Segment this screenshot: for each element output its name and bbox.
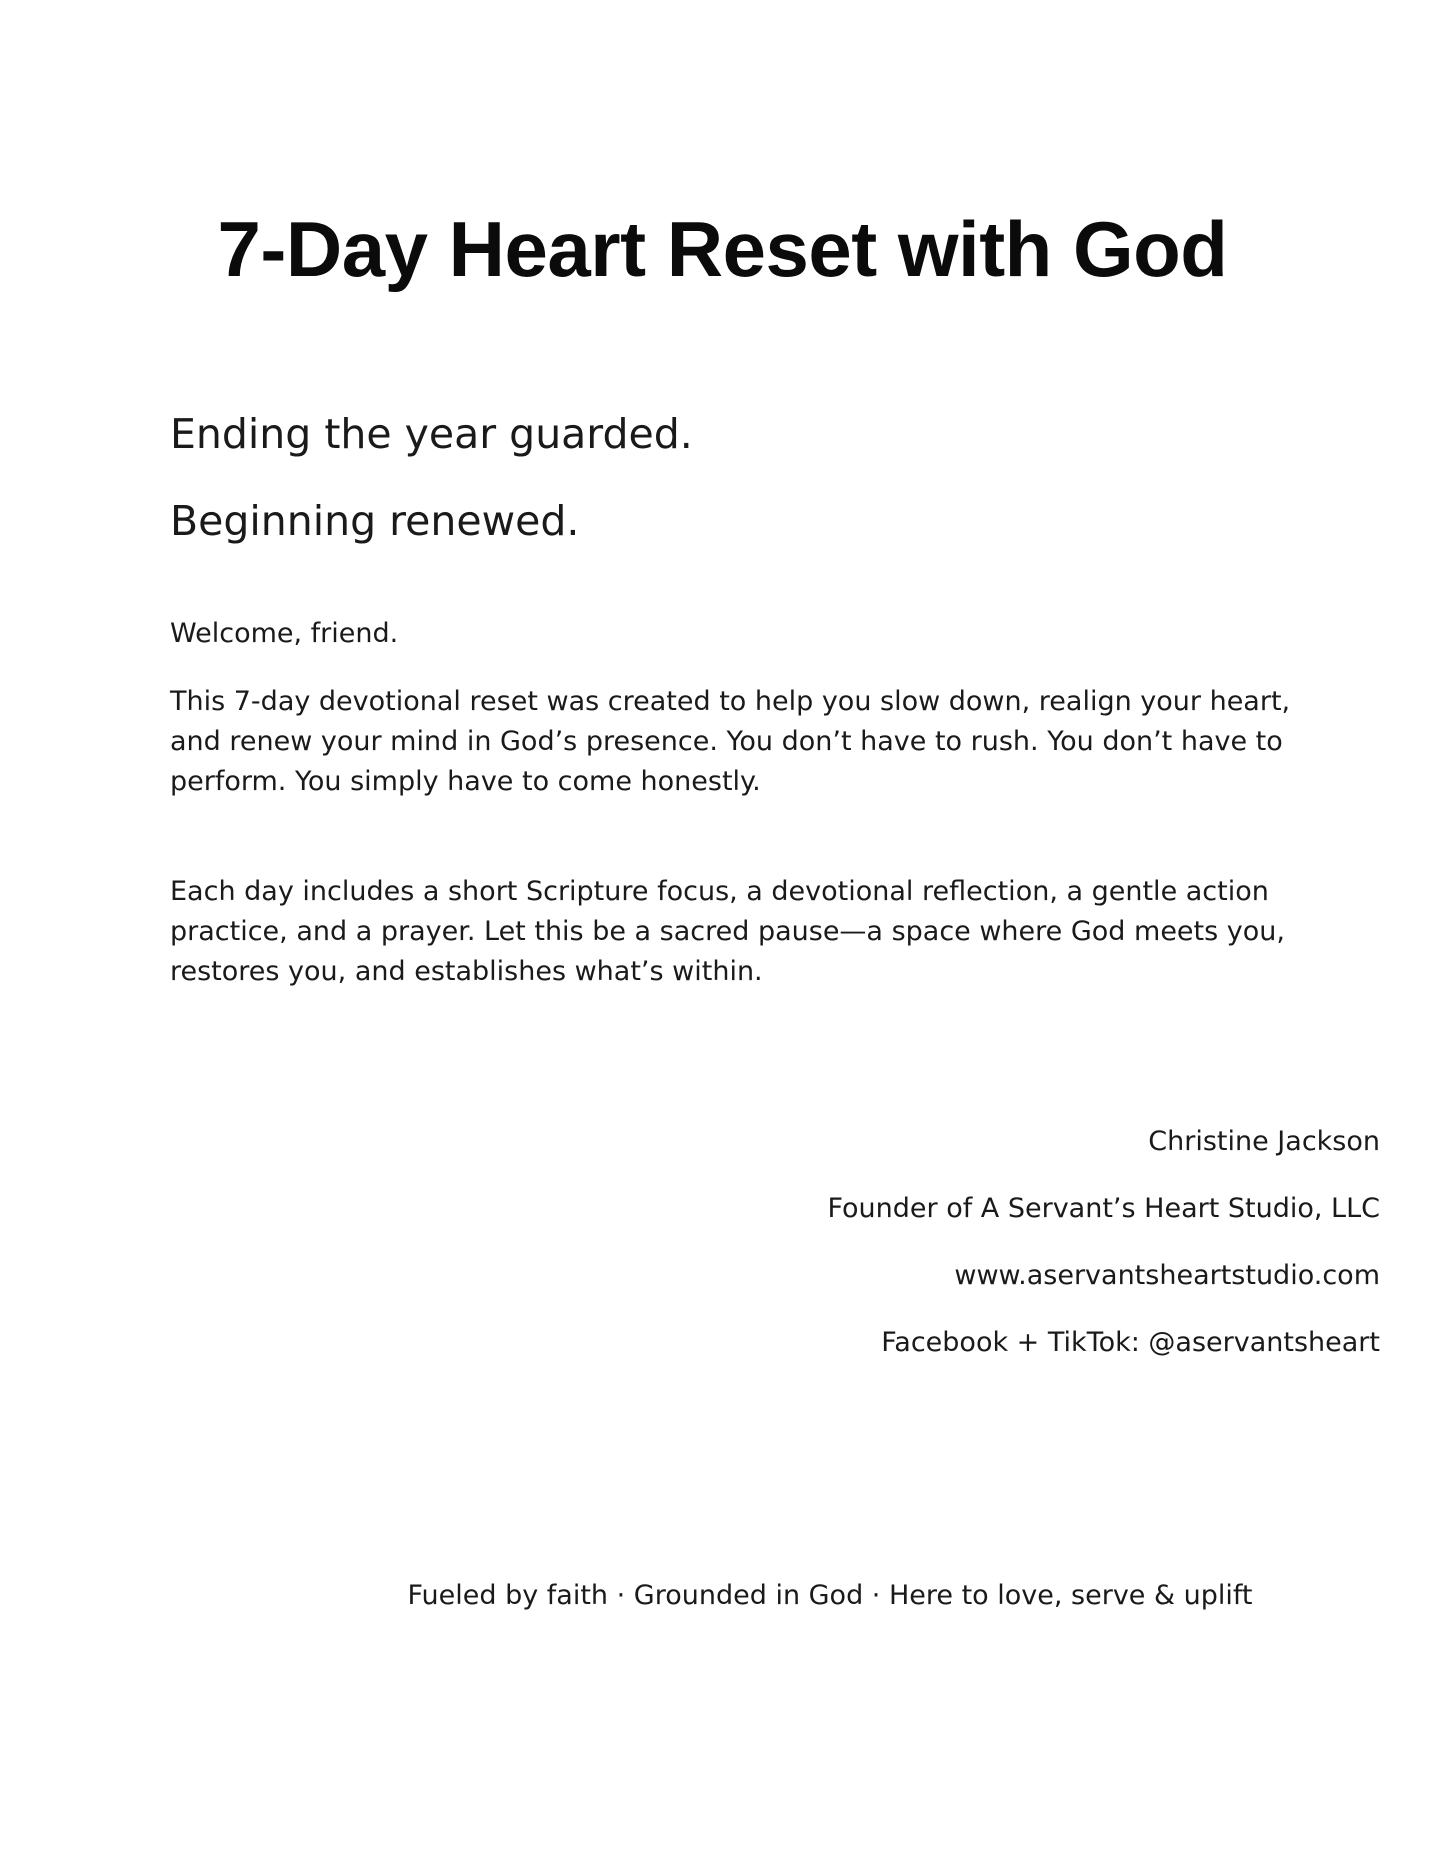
website-link[interactable]: www.aservantsheartstudio.com bbox=[954, 1260, 1380, 1291]
subtitle-line-2: Beginning renewed. bbox=[170, 497, 580, 545]
greeting: Welcome, friend. bbox=[170, 618, 399, 649]
author-role: Founder of A Servant’s Heart Studio, LLC bbox=[827, 1193, 1380, 1224]
tagline: Fueled by faith · Grounded in God · Here to love, serve & uplift bbox=[407, 1580, 1253, 1611]
signature-block bbox=[827, 1128, 1380, 1396]
page-title: 7-Day Heart Reset with God bbox=[217, 205, 1228, 293]
social-handles: Facebook + TikTok: @aservantsheart bbox=[881, 1327, 1380, 1358]
subtitle-line-1: Ending the year guarded. bbox=[170, 410, 693, 458]
details-paragraph: Each day includes a short Scripture focus, a devotional reflection, a gentle action practice, and a prayer. Let this be a sacred pause—a space where God meets you, restores you, and establishes what’s within. bbox=[170, 876, 1285, 987]
author-name: Christine Jackson bbox=[1148, 1126, 1380, 1157]
intro-paragraph: This 7-day devotional reset was created to help you slow down, realign your heart, and renew your mind in God’s presence. You don’t have to rush. You don’t have to perform. You simply have to come honestly. bbox=[170, 686, 1291, 797]
